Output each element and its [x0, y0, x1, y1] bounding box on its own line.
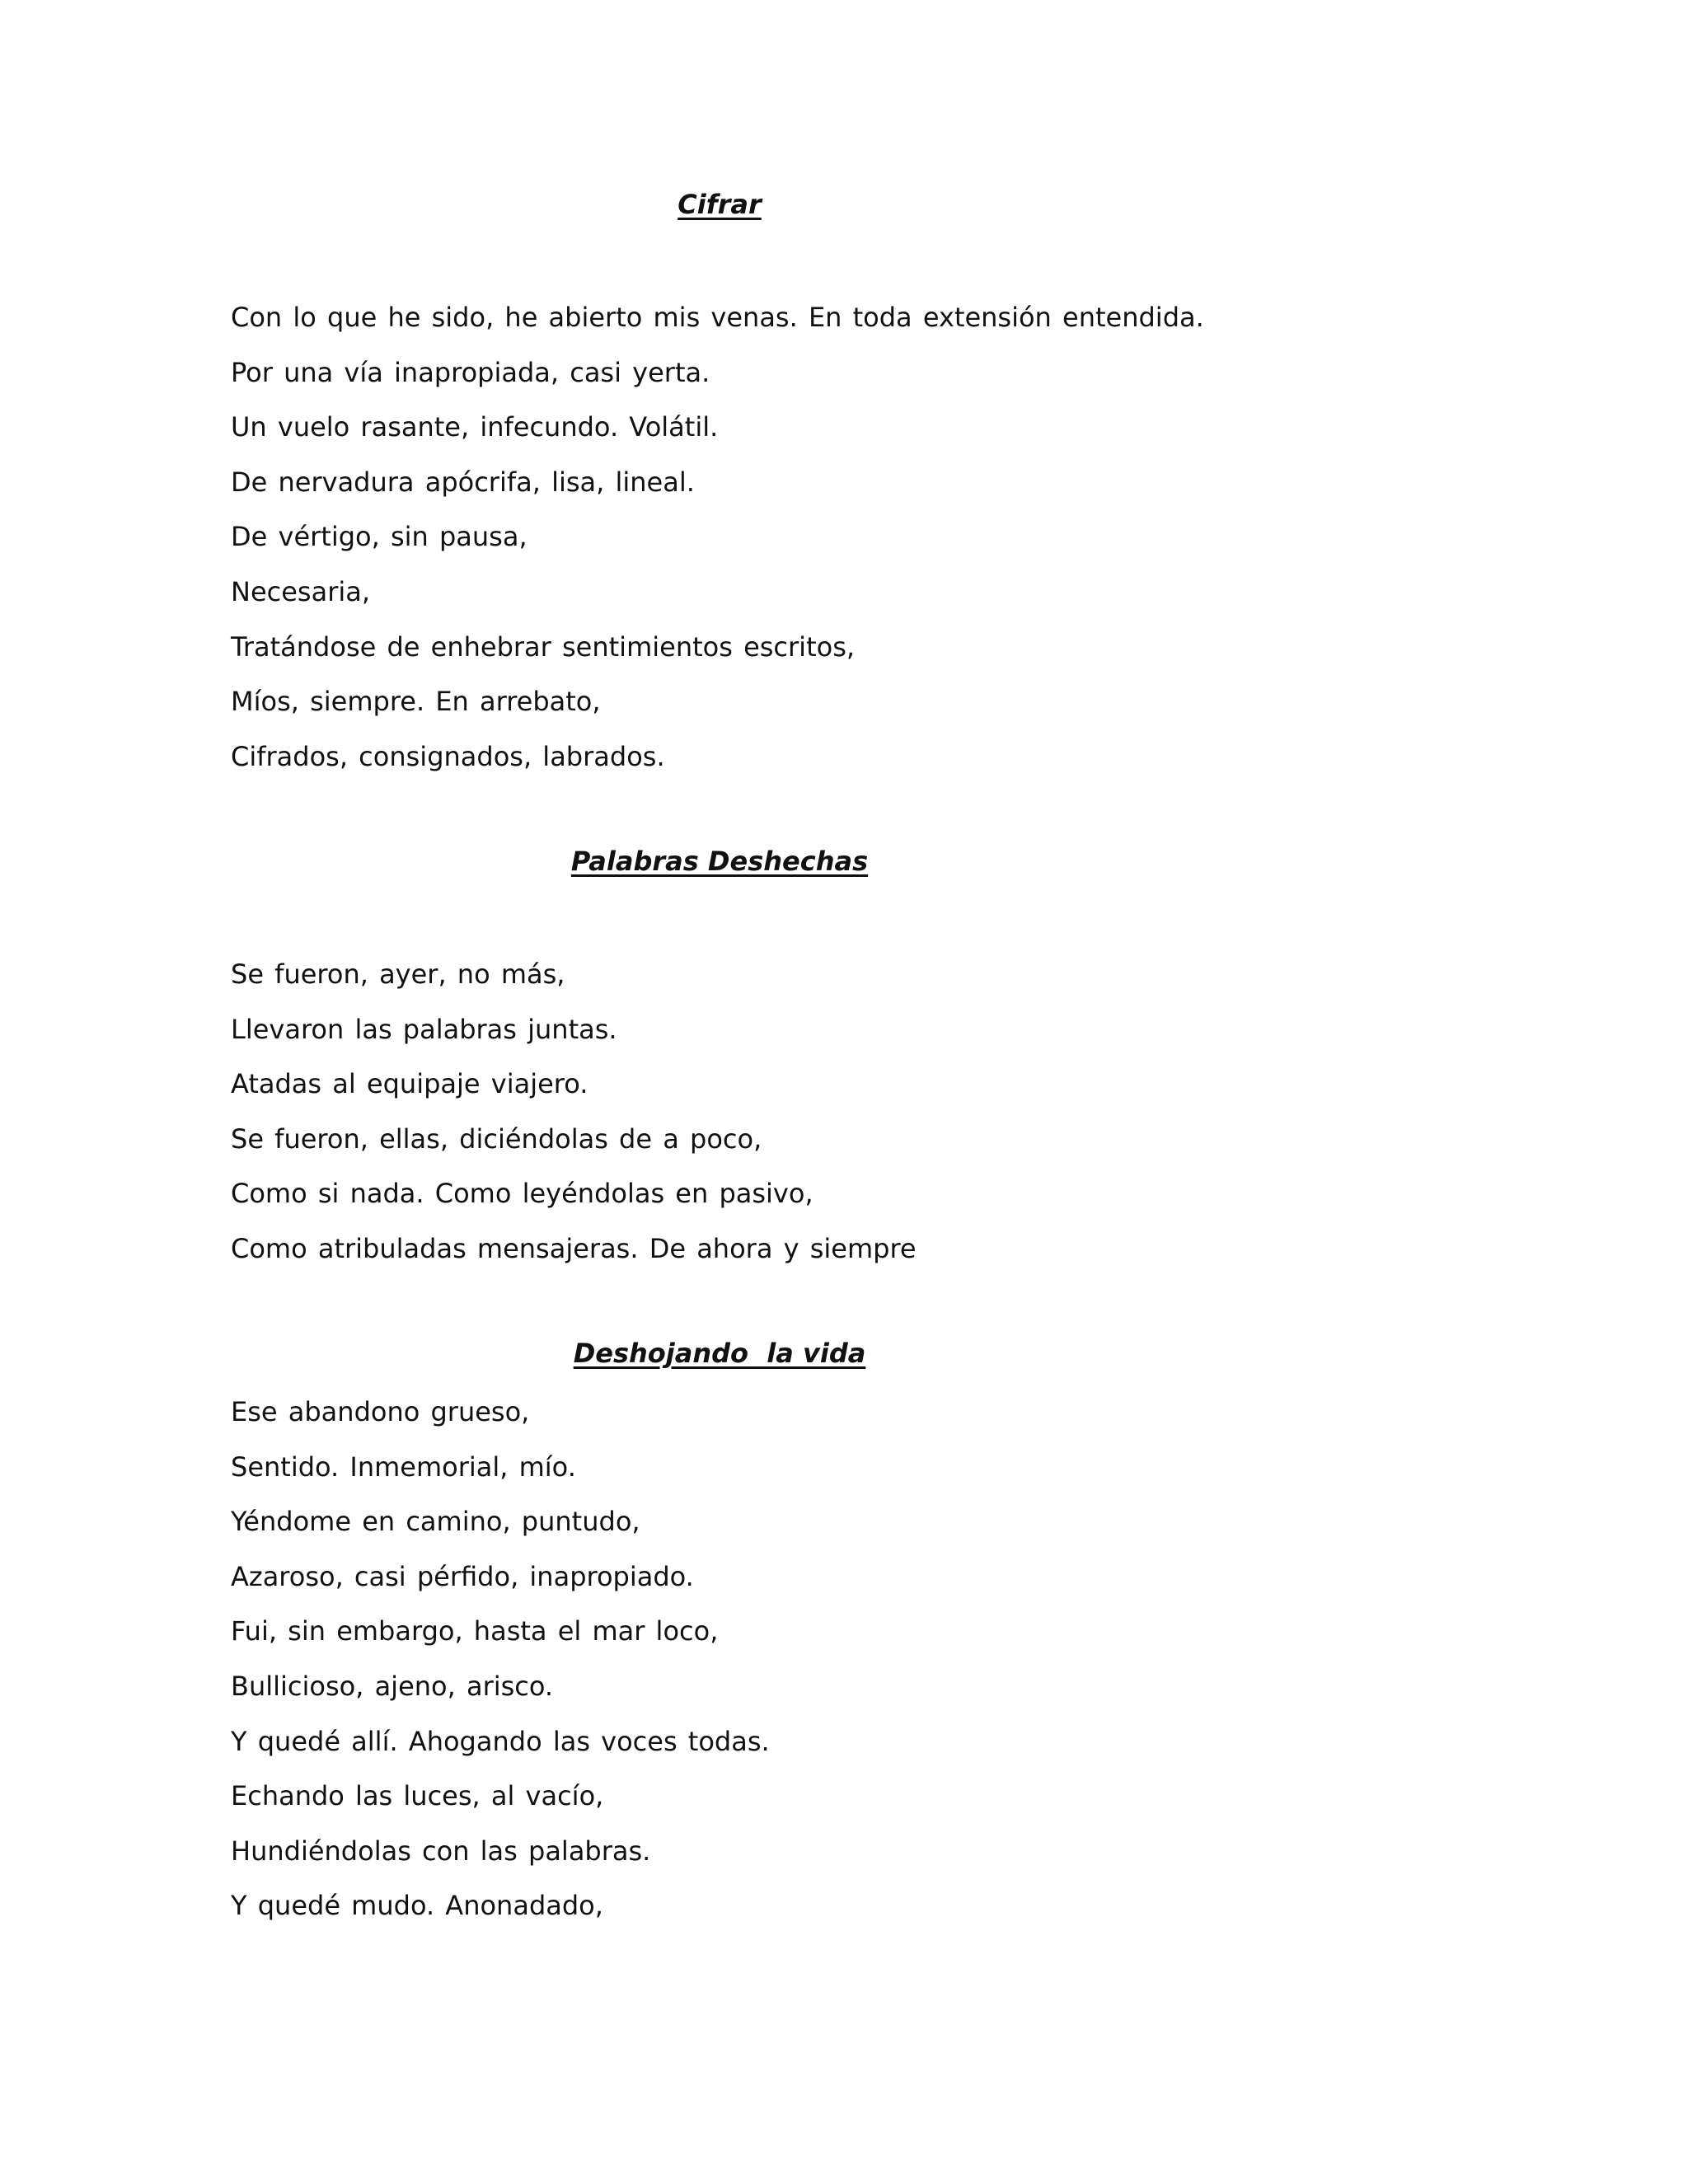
poem-line: Y quedé allí. Ahogando las voces todas. — [231, 1725, 770, 1757]
poem-body-deshojando-la-vida — [231, 1395, 770, 1944]
poem-line: Un vuelo rasante, infecundo. Volátil. — [231, 411, 719, 443]
poem-line: Cifrados, consignados, labrados. — [231, 740, 665, 772]
poem-line: Yéndome en camino, puntudo, — [231, 1506, 640, 1538]
poem-line: Sentido. Inmemorial, mío. — [231, 1451, 576, 1483]
poem-body-palabras-deshechas — [231, 958, 917, 1287]
poem-line: Llevaron las palabras juntas. — [231, 1013, 617, 1045]
poem-title-deshojando-la-vida: Deshojando la vida — [573, 1338, 866, 1369]
poem-title-palabras-deshechas: Palabras Deshechas — [570, 846, 869, 877]
poem-title-cifrar: Cifrar — [678, 189, 762, 220]
poem-line: Tratándose de enhebrar sentimientos escritos, — [231, 630, 856, 663]
poem-line: Se fueron, ayer, no más, — [231, 958, 565, 990]
poem-line: Bullicioso, ajeno, arisco. — [231, 1670, 554, 1702]
poem-line: Con lo que he sido, he abierto mis venas. En toda extensión entendida. — [231, 302, 1204, 333]
poem-line: Fui, sin embargo, hasta el mar loco, — [231, 1615, 719, 1647]
poem-line: Hundiéndolas con las palabras. — [231, 1835, 651, 1867]
poem-line: Echando las luces, al vacío, — [231, 1780, 604, 1812]
poem-line: Como atribuladas mensajeras. De ahora y siempre — [231, 1232, 917, 1264]
poem-line: De nervadura apócrifa, lisa, lineal. — [231, 466, 695, 498]
poem-line: De vértigo, sin pausa, — [231, 521, 528, 553]
poem-line: Y quedé mudo. Anonadado, — [231, 1890, 603, 1922]
poem-line: Por una vía inapropiada, casi yerta. — [231, 356, 710, 388]
poem-body-cifrar — [231, 301, 1204, 794]
poem-line: Azaroso, casi pérfido, inapropiado. — [231, 1560, 694, 1592]
poem-line: Ese abandono grueso, — [231, 1396, 530, 1427]
poem-line: Como si nada. Como leyéndolas en pasivo, — [231, 1178, 814, 1210]
poem-line: Se fueron, ellas, diciéndolas de a poco, — [231, 1122, 762, 1155]
poem-line: Míos, siempre. En arrebato, — [231, 686, 601, 718]
poem-line: Necesaria, — [231, 575, 371, 607]
poem-line: Atadas al equipaje viajero. — [231, 1068, 588, 1100]
